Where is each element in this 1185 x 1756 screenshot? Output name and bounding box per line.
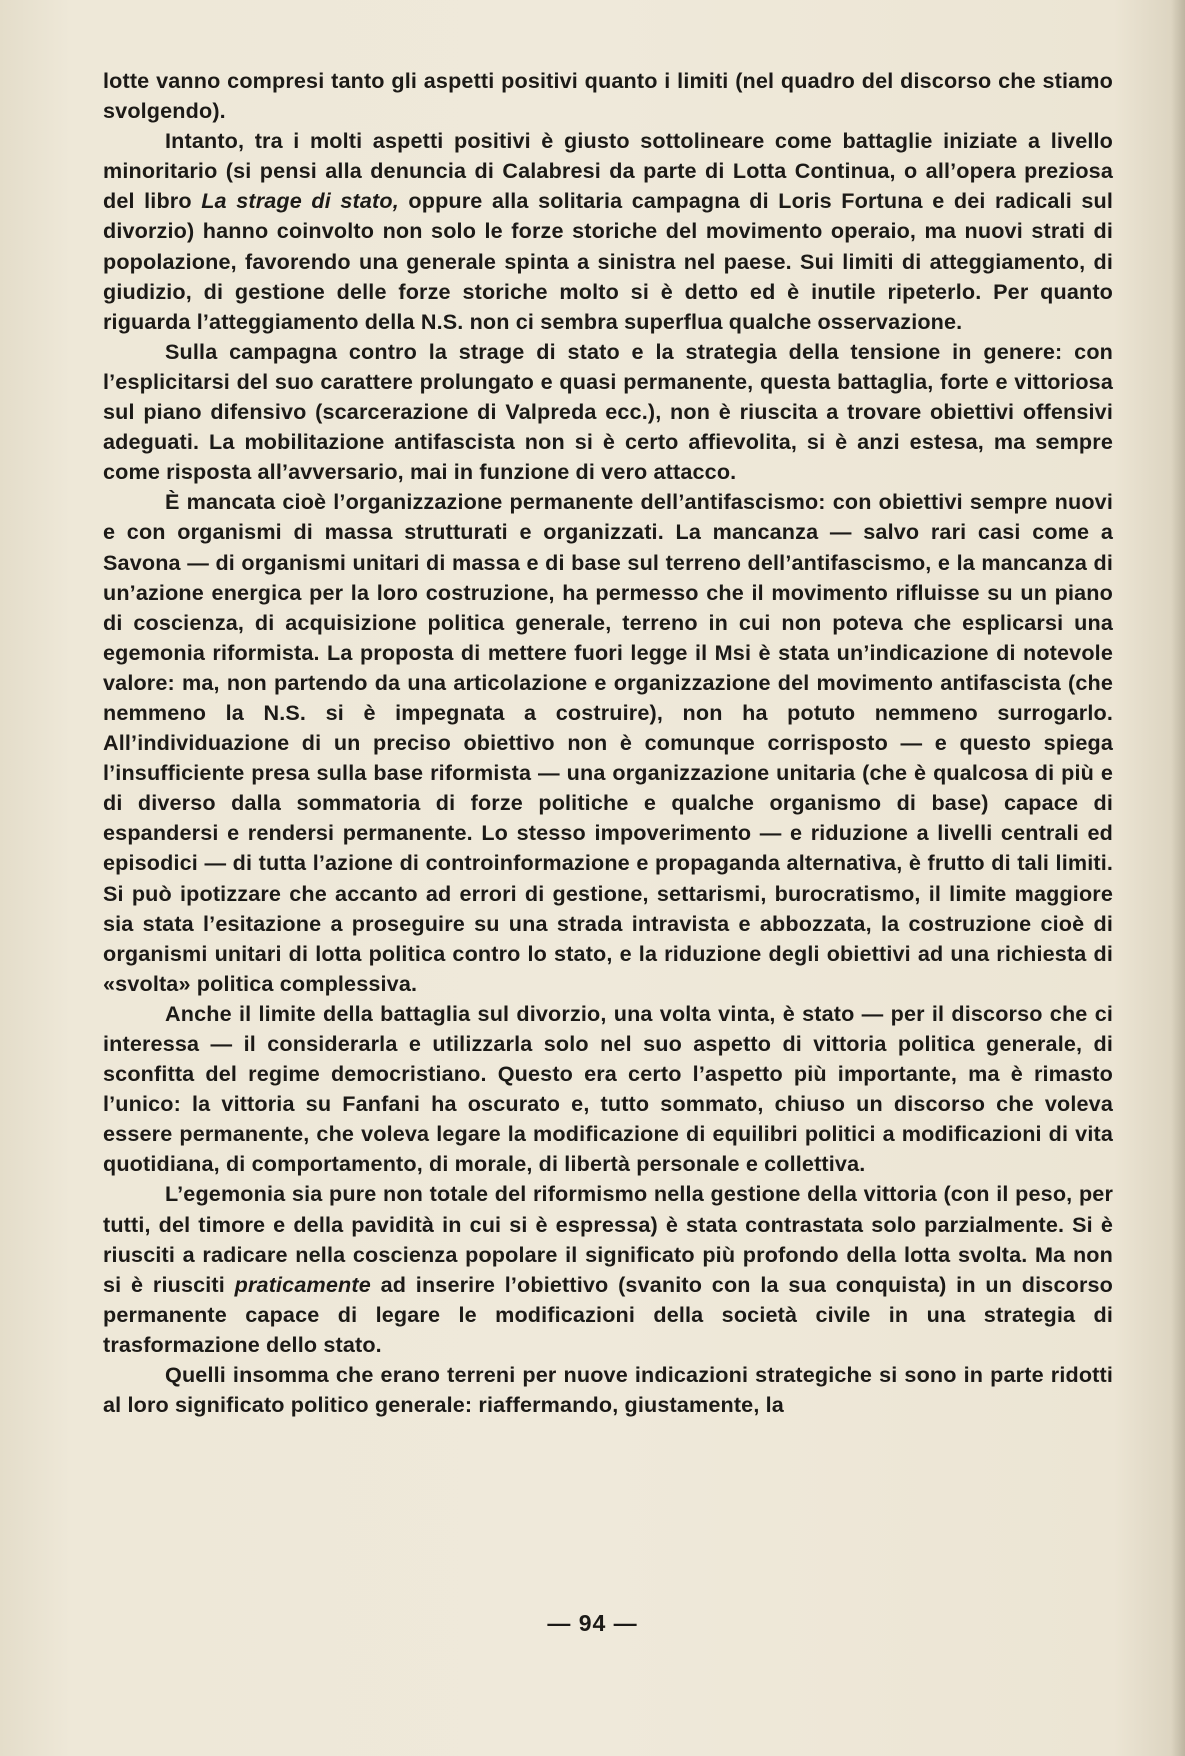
- paragraph-text: ad inserire l’obiettivo (svanito con la sua conquista) in un discorso permanente capace di legare le modificazioni della società civile in una strategia di trasformazione dello stato.: [103, 1271, 1113, 1357]
- paragraph-text: L’egemonia sia pure non totale del riformismo nella gestione della vittoria (con il peso, per tutti, del timore e della pavidità in cui si è espressa) è stata contrastata solo parzialmente. Si è riusciti a radicare nella coscienza popolare il significato più profondo della lotta svolta. Ma non si è riusciti: [103, 1181, 1113, 1297]
- paragraph-text: oppure alla solitaria campagna di Loris Fortuna e dei radicali sul divorzio) hanno coinvolto non solo le forze storiche del movimento operaio, ma nuovi strati di popolazione, favorendo una generale spinta a sinistra nel paese. Sui limiti di atteggiamento, di giudizio, di gestione delle forze storiche molto si è detto ed è inutile ripeterlo. Per quanto riguarda l’atteggiamento della N.S. non ci sembra superflua qualche osservazione.: [103, 188, 1113, 334]
- paragraph-divorce: Anche il limite della battaglia sul divorzio, una volta vinta, è stato — per il discorso che ci interessa — il considerarla e utilizzarla solo nel suo aspetto di vittoria politica generale, di sconfitta del regime democristiano. Questo era certo l’aspetto più importante, ma è rimasto l’unico: la vittoria su Fanfani ha oscurato e, tutto sommato, chiuso un discorso che voleva essere permanente, che voleva legare la modificazione di equilibri politici a modificazioni di vita quotidiana, di comportamento, di morale, di libertà personale e collettiva.: [103, 1000, 1113, 1177]
- paragraph-antifascism: È mancata cioè l’organizzazione permanente dell’antifascismo: con obiettivi sempre nuovi e con organismi di massa strutturati e organizzati. La mancanza — salvo rari casi come a Savona — di organismi unitari di massa e di base sul terreno dell’antifascismo, e la mancanza di un’azione energica per la loro costruzione, ha permesso che il movimento rifluisse su un piano di coscienza, di acquisizione politica generale, terreno in cui non poteva che esplicarsi una egemonia riformista. La proposta di mettere fuori legge il Msi è stata un’indicazione di notevole valore: ma, non partendo da una articolazione e organizzazione del movimento antifascista (che nemmeno la N.S. si è impegnata a costruire), non ha potuto nemmeno surrogarlo. All’individuazione di un preciso obiettivo non è comunque corrisposto — e questo spiega l’insufficiente presa sulla base riformista — una organizzazione unitaria (che è qualcosa di più e di diverso dalla sommatoria di forze politiche e qualche organismo di base) capace di espandersi e rendersi permanente. Lo stesso impoverimento — e riduzione a livelli centrali ed episodici — di tutta l’azione di controinformazione e propaganda alternativa, è frutto di tali limiti. Si può ipotizzare che accanto ad errori di gestione, settarismi, burocratismo, il limite maggiore sia stata l’esitazione a proseguire su una strada intravista e abbozzata, la costruzione cioè di organismi unitari di lotta politica contro lo stato, e la riduzione degli obiettivi ad una richiesta di «svolta» politica complessiva.: [103, 489, 1113, 996]
- page-number: — 94 —: [547, 1610, 638, 1636]
- paragraph-continuation: lotte vanno compresi tanto gli aspetti positivi quanto i limiti (nel quadro del discorso che stiamo svolgendo).: [103, 68, 1113, 124]
- paragraph-strategic-terrains: Quelli insomma che erano terreni per nuove indicazioni strategiche si sono in parte ridotti al loro significato politico generale: riaffermando, giustamente, la: [103, 1362, 1113, 1418]
- paragraph-text: Intanto, tra i molti aspetti positivi è giusto sottolineare come battaglie iniziate a livello minoritario (si pensi alla denuncia di Calabresi da parte di Lotta Continua, o all’opera preziosa del libro: [103, 128, 1113, 214]
- book-title-italic: La strage di stato,: [201, 188, 399, 214]
- paragraph-strage-campaign: Sulla campagna contro la strage di stato e la strategia della tensione in genere: con l’esplicitarsi del suo carattere prolungato e quasi permanente, questa battaglia, forte e vittoriosa sul piano difensivo (scarcerazione di Valpreda ecc.), non è riuscita a trovare obiettivi offensivi adeguati. La mobilitazione antifascista non si è certo affievolita, si è anzi estesa, ma sempre come risposta all’avversario, mai in funzione di vero attacco.: [103, 338, 1113, 485]
- emphasis-italic: praticamente: [234, 1271, 371, 1297]
- page-edge-shadow: [1171, 0, 1185, 1756]
- body-text: [103, 66, 1113, 1420]
- paragraph-hegemony: [103, 1179, 1113, 1360]
- paragraph-positive-aspects: [103, 126, 1113, 337]
